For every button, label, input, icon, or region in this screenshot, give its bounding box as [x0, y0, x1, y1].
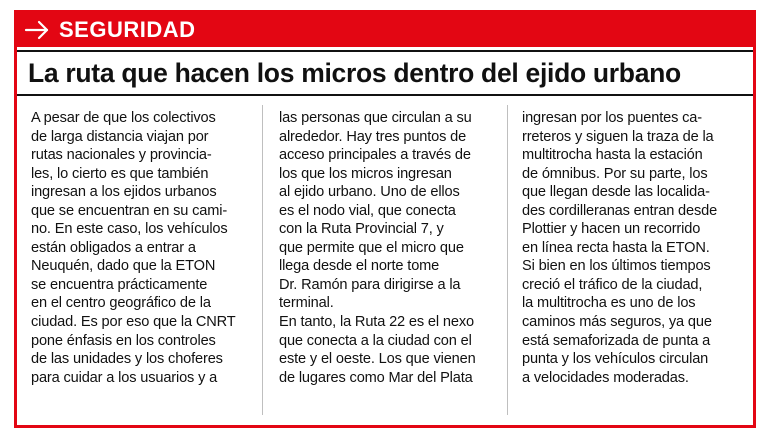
- article-box: [14, 10, 756, 428]
- text-line: A pesar de que los colectivos: [31, 110, 216, 126]
- text-line: de larga distancia viajan por: [31, 128, 209, 145]
- text-line: de las unidades y los choferes: [31, 351, 223, 368]
- text-line: Plottier y hacen un recorrido: [522, 221, 701, 238]
- text-line: Neuquén, dado que la ETON: [31, 258, 216, 275]
- text-line: En tanto, la Ruta 22 es el nexo: [279, 314, 474, 331]
- text-line: para cuidar a los usuarios y a: [31, 369, 218, 386]
- text-line: que permite que el micro que: [279, 239, 464, 256]
- article-body: [17, 99, 753, 425]
- text-line: es el nodo vial, que conecta: [279, 202, 456, 219]
- text-line: ingresan a los ejidos urbanos: [31, 184, 217, 201]
- text-line: están obligados a entrar a: [31, 239, 196, 256]
- text-line: este y el oeste. Los que vienen: [279, 351, 476, 368]
- text-line: les, lo cierto es que también: [31, 165, 209, 182]
- headline: La ruta que hacen los micros dentro del ejido urbano: [28, 57, 681, 88]
- section-label: SEGURIDAD: [59, 17, 196, 42]
- text-line: que se encuentran en su cami-: [31, 202, 228, 219]
- text-line: Dr. Ramón para dirigirse a la: [279, 276, 461, 293]
- text-line: no. En este caso, los vehículos: [31, 221, 228, 238]
- right-arrow-icon: [17, 13, 57, 47]
- text-line: punta y los vehículos circulan: [522, 351, 709, 368]
- text-line: de lugares como Mar del Plata: [279, 369, 473, 386]
- text-line: acceso principales a través de: [279, 147, 471, 164]
- text-line: que llegan desde las localida-: [522, 184, 710, 201]
- text-line: llega desde el norte tome: [279, 258, 440, 275]
- text-line: en línea recta hasta la ETON.: [522, 239, 710, 256]
- text-line: los que los micros ingresan: [279, 165, 452, 182]
- text-line: terminal.: [279, 295, 334, 312]
- text-line: alrededor. Hay tres puntos de: [279, 128, 467, 145]
- text-line: al ejido urbano. Uno de ellos: [279, 184, 460, 201]
- text-column-1: [17, 99, 263, 425]
- text-line: rreteros y siguen la traza de la: [522, 128, 714, 145]
- text-line: creció el tráfico de la ciudad,: [522, 276, 703, 293]
- text-line: multitrocha hasta la estación: [522, 147, 703, 164]
- text-line: la multitrocha es uno de los: [522, 295, 696, 312]
- text-line: pone énfasis en los controles: [31, 332, 216, 349]
- section-header: [17, 13, 753, 47]
- text-column-2: [263, 99, 508, 425]
- text-line: que conecta a la ciudad con el: [279, 332, 472, 349]
- text-line: caminos más seguros, ya que: [522, 314, 712, 331]
- text-line: se encuentra prácticamente: [31, 276, 208, 293]
- text-line: con la Ruta Provincial 7, y: [279, 221, 444, 238]
- text-line: en el centro geográfico de la: [31, 295, 211, 312]
- text-line: des cordilleranas entran desde: [522, 202, 718, 219]
- text-column-3: [508, 99, 753, 425]
- text-line: Si bien en los últimos tiempos: [522, 258, 711, 275]
- text-line: las personas que circulan a su: [279, 110, 472, 126]
- text-line: a velocidades moderadas.: [522, 369, 689, 386]
- text-line: rutas nacionales y provincia-: [31, 147, 212, 164]
- text-line: está semaforizada de punta a: [522, 332, 711, 349]
- headline-container: [17, 50, 753, 96]
- text-line: ingresan por los puentes ca-: [522, 110, 702, 126]
- text-line: ciudad. Es por eso que la CNRT: [31, 314, 236, 331]
- text-line: de ómnibus. Por su parte, los: [522, 165, 708, 182]
